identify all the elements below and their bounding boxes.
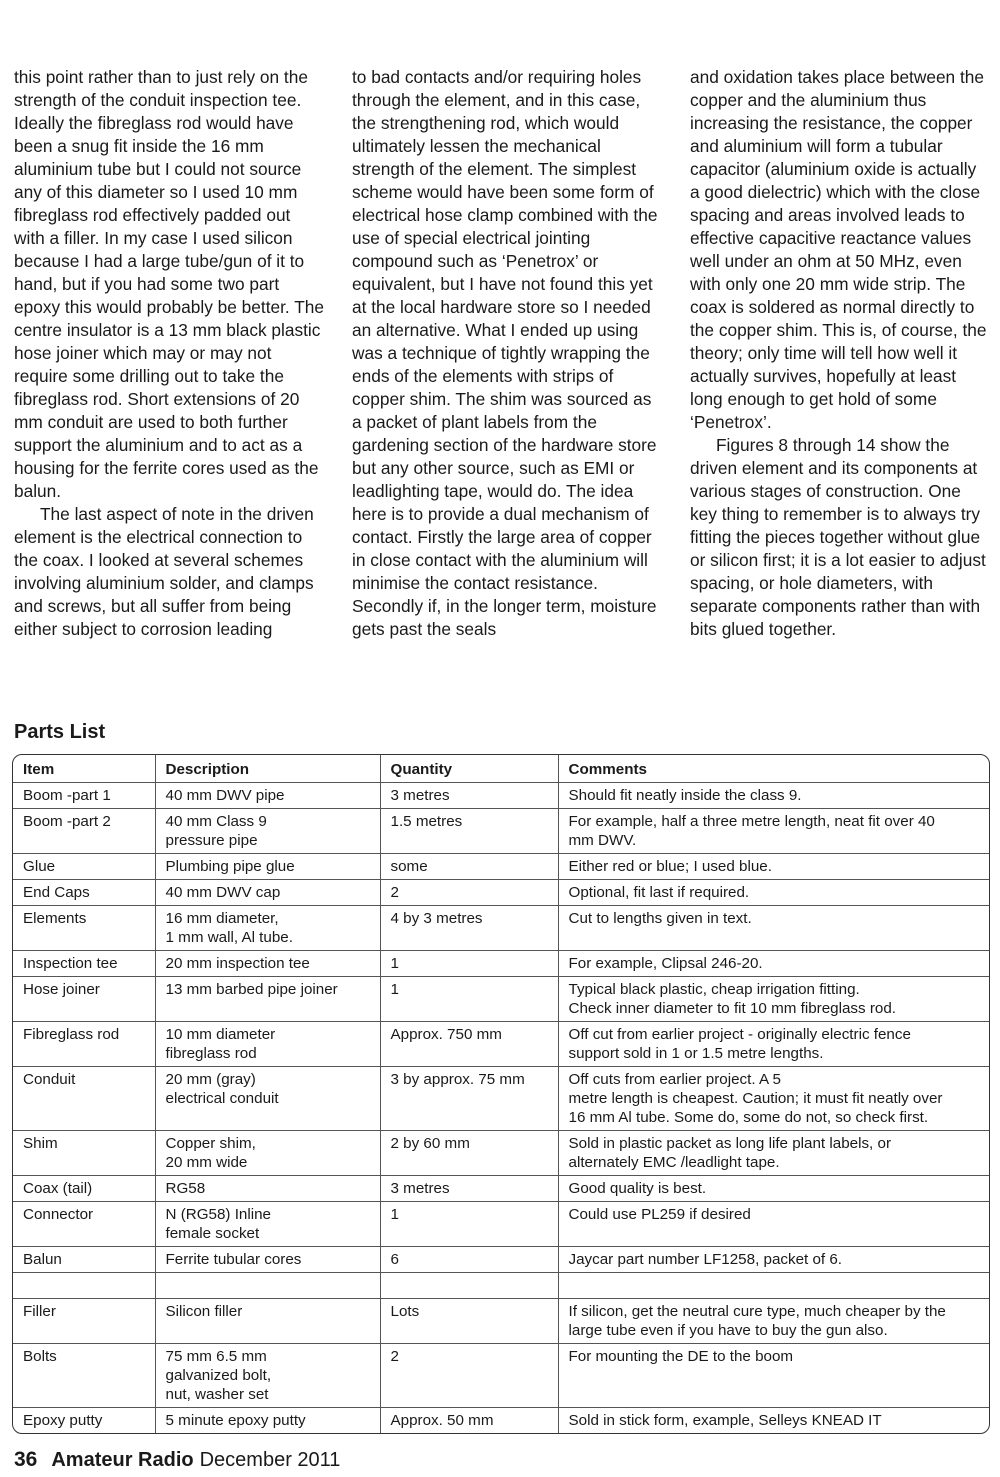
item-cell: Boom -part 2 xyxy=(13,809,155,854)
quantity-cell: 2 by 60 mm xyxy=(380,1131,558,1176)
quantity-cell: 3 metres xyxy=(380,1176,558,1202)
table-row xyxy=(13,1176,989,1202)
paragraph: and oxidation takes place between the copper and the aluminium thus increasing the resistance, the copper and aluminium will form a tubular capacitor (aluminium oxide is actually a good dielectric) which with the close spacing and areas involved leads to effective capacitive reactance values well under an ohm at 50 MHz, even with only one 20 mm wide strip. The coax is soldered as normal directly to the copper shim. This is, of course, the theory; only time will tell how well it actually survives, hopefully at least long enough to get hold of some ‘Penetrox’. xyxy=(690,67,987,432)
comments-cell: Should fit neatly inside the class 9. xyxy=(558,783,989,809)
item-cell: Bolts xyxy=(13,1344,155,1408)
item-cell: Connector xyxy=(13,1202,155,1247)
table-row xyxy=(13,1408,989,1434)
description-cell: RG58 xyxy=(155,1176,380,1202)
comments-cell: Jaycar part number LF1258, packet of 6. xyxy=(558,1247,989,1273)
quantity-cell: 3 by approx. 75 mm xyxy=(380,1067,558,1131)
description-cell: 13 mm barbed pipe joiner xyxy=(155,977,380,1022)
header-item: Item xyxy=(13,755,155,783)
table-header-row xyxy=(13,755,989,783)
article-column-2 xyxy=(352,66,662,641)
item-cell: Epoxy putty xyxy=(13,1408,155,1434)
parts-list-table xyxy=(13,755,989,1433)
quantity-cell: 6 xyxy=(380,1247,558,1273)
table-row xyxy=(13,1247,989,1273)
item-cell: Shim xyxy=(13,1131,155,1176)
item-cell: Balun xyxy=(13,1247,155,1273)
item-cell: Glue xyxy=(13,854,155,880)
table-row xyxy=(13,951,989,977)
quantity-cell: 1 xyxy=(380,977,558,1022)
comments-cell: Sold in stick form, example, Selleys KNEAD IT xyxy=(558,1408,989,1434)
comments-cell: Cut to lengths given in text. xyxy=(558,906,989,951)
quantity-cell: 2 xyxy=(380,880,558,906)
parts-list-table-frame xyxy=(12,754,990,1434)
table-row xyxy=(13,906,989,951)
description-cell: Copper shim, 20 mm wide xyxy=(155,1131,380,1176)
comments-cell: Typical black plastic, cheap irrigation fitting. Check inner diameter to fit 10 mm fibreglass rod. xyxy=(558,977,989,1022)
table-row xyxy=(13,1299,989,1344)
comments-cell: For example, Clipsal 246-20. xyxy=(558,951,989,977)
item-cell: End Caps xyxy=(13,880,155,906)
table-row xyxy=(13,880,989,906)
item-cell: Hose joiner xyxy=(13,977,155,1022)
item-cell: Coax (tail) xyxy=(13,1176,155,1202)
item-cell xyxy=(13,1273,155,1299)
quantity-cell: 1 xyxy=(380,951,558,977)
item-cell: Filler xyxy=(13,1299,155,1344)
item-cell: Fibreglass rod xyxy=(13,1022,155,1067)
description-cell: 75 mm 6.5 mm galvanized bolt, nut, washer set xyxy=(155,1344,380,1408)
description-cell: 40 mm DWV cap xyxy=(155,880,380,906)
magazine-name: Amateur Radio xyxy=(51,1449,194,1471)
quantity-cell: 2 xyxy=(380,1344,558,1408)
quantity-cell: 4 by 3 metres xyxy=(380,906,558,951)
table-row xyxy=(13,1344,989,1408)
comments-cell: If silicon, get the neutral cure type, much cheaper by the large tube even if you have to buy the gun also. xyxy=(558,1299,989,1344)
table-row xyxy=(13,1273,989,1299)
page-footer xyxy=(14,1448,340,1472)
article-column-3 xyxy=(690,66,990,641)
paragraph: this point rather than to just rely on the strength of the conduit inspection tee. Ideally the fibreglass rod would have been a snug fit inside the 16 mm aluminium tube but I could not source any of this diameter so I used 10 mm fibreglass rod effectively padded out with a filler. In my case I used silicon because I had a large tube/gun of it to hand, but if you had some two part epoxy this would probably be better. The centre insulator is a 13 mm black plastic hose joiner which may or may not require some drilling out to take the fibreglass rod. Short extensions of 20 mm conduit are used to both further support the aluminium and to act as a housing for the ferrite cores used as the balun. xyxy=(14,67,324,501)
table-row xyxy=(13,1131,989,1176)
table-row xyxy=(13,1022,989,1067)
paragraph: Figures 8 through 14 show the driven element and its components at various stages of construction. One key thing to remember is to always try fitting the pieces together without glue or silicon first; it is a lot easier to adjust spacing, or hole diameters, with separate components rather than with bits glued together. xyxy=(690,435,986,639)
comments-cell: Off cuts from earlier project. A 5 metre length is cheapest. Caution; it must fit neatly over 16 mm Al tube. Some do, some do not, so check first. xyxy=(558,1067,989,1131)
description-cell: N (RG58) Inline female socket xyxy=(155,1202,380,1247)
description-cell: 10 mm diameter fibreglass rod xyxy=(155,1022,380,1067)
description-cell: Ferrite tubular cores xyxy=(155,1247,380,1273)
issue-date: December 2011 xyxy=(199,1449,341,1471)
article-column-1 xyxy=(14,66,324,641)
paragraph: to bad contacts and/or requiring holes through the element, and in this case, the strengthening rod, which would ultimately lessen the mechanical strength of the element. The simplest scheme would have been some form of electrical hose clamp combined with the use of special electrical jointing compound such as ‘Penetrox’ or equivalent, but I have not found this yet at the local hardware store so I needed an alternative. What I ended up using was a technique of tightly wrapping the ends of the elements with strips of copper shim. The shim was sourced as a packet of plant labels from the gardening section of the hardware store but any other source, such as EMI or leadlighting tape, would do. The idea here is to provide a dual mechanism of contact. Firstly the large area of copper in close contact with the aluminium will minimise the contact resistance. Secondly if, in the longer term, moisture gets past the seals xyxy=(352,67,658,639)
comments-cell: Off cut from earlier project - originally electric fence support sold in 1 or 1.5 metre lengths. xyxy=(558,1022,989,1067)
quantity-cell: 1 xyxy=(380,1202,558,1247)
table-row xyxy=(13,1202,989,1247)
quantity-cell xyxy=(380,1273,558,1299)
table-row xyxy=(13,854,989,880)
quantity-cell: Lots xyxy=(380,1299,558,1344)
description-cell: 5 minute epoxy putty xyxy=(155,1408,380,1434)
paragraph: The last aspect of note in the driven element is the electrical connection to the coax. I looked at several schemes involving aluminium solder, and clamps and screws, but all suffer from being either subject to corrosion leading xyxy=(14,504,314,639)
description-cell: 16 mm diameter, 1 mm wall, Al tube. xyxy=(155,906,380,951)
description-cell: 20 mm (gray) electrical conduit xyxy=(155,1067,380,1131)
comments-cell: Optional, fit last if required. xyxy=(558,880,989,906)
parts-list-title: Parts List xyxy=(14,721,106,743)
comments-cell xyxy=(558,1273,989,1299)
comments-cell: For example, half a three metre length, neat fit over 40 mm DWV. xyxy=(558,809,989,854)
header-quantity: Quantity xyxy=(380,755,558,783)
header-comments: Comments xyxy=(558,755,989,783)
quantity-cell: 3 metres xyxy=(380,783,558,809)
table-row xyxy=(13,809,989,854)
quantity-cell: 1.5 metres xyxy=(380,809,558,854)
description-cell: 40 mm Class 9 pressure pipe xyxy=(155,809,380,854)
header-description: Description xyxy=(155,755,380,783)
item-cell: Boom -part 1 xyxy=(13,783,155,809)
description-cell xyxy=(155,1273,380,1299)
item-cell: Inspection tee xyxy=(13,951,155,977)
comments-cell: For mounting the DE to the boom xyxy=(558,1344,989,1408)
description-cell: Plumbing pipe glue xyxy=(155,854,380,880)
description-cell: Silicon filler xyxy=(155,1299,380,1344)
table-row xyxy=(13,977,989,1022)
item-cell: Conduit xyxy=(13,1067,155,1131)
comments-cell: Sold in plastic packet as long life plant labels, or alternately EMC /leadlight tape. xyxy=(558,1131,989,1176)
quantity-cell: Approx. 50 mm xyxy=(380,1408,558,1434)
page-number: 36 xyxy=(14,1448,38,1471)
quantity-cell: Approx. 750 mm xyxy=(380,1022,558,1067)
comments-cell: Could use PL259 if desired xyxy=(558,1202,989,1247)
article-body xyxy=(14,66,990,641)
quantity-cell: some xyxy=(380,854,558,880)
item-cell: Elements xyxy=(13,906,155,951)
comments-cell: Either red or blue; I used blue. xyxy=(558,854,989,880)
parts-list-body xyxy=(13,783,989,1434)
table-row xyxy=(13,1067,989,1131)
description-cell: 20 mm inspection tee xyxy=(155,951,380,977)
table-row xyxy=(13,783,989,809)
comments-cell: Good quality is best. xyxy=(558,1176,989,1202)
description-cell: 40 mm DWV pipe xyxy=(155,783,380,809)
